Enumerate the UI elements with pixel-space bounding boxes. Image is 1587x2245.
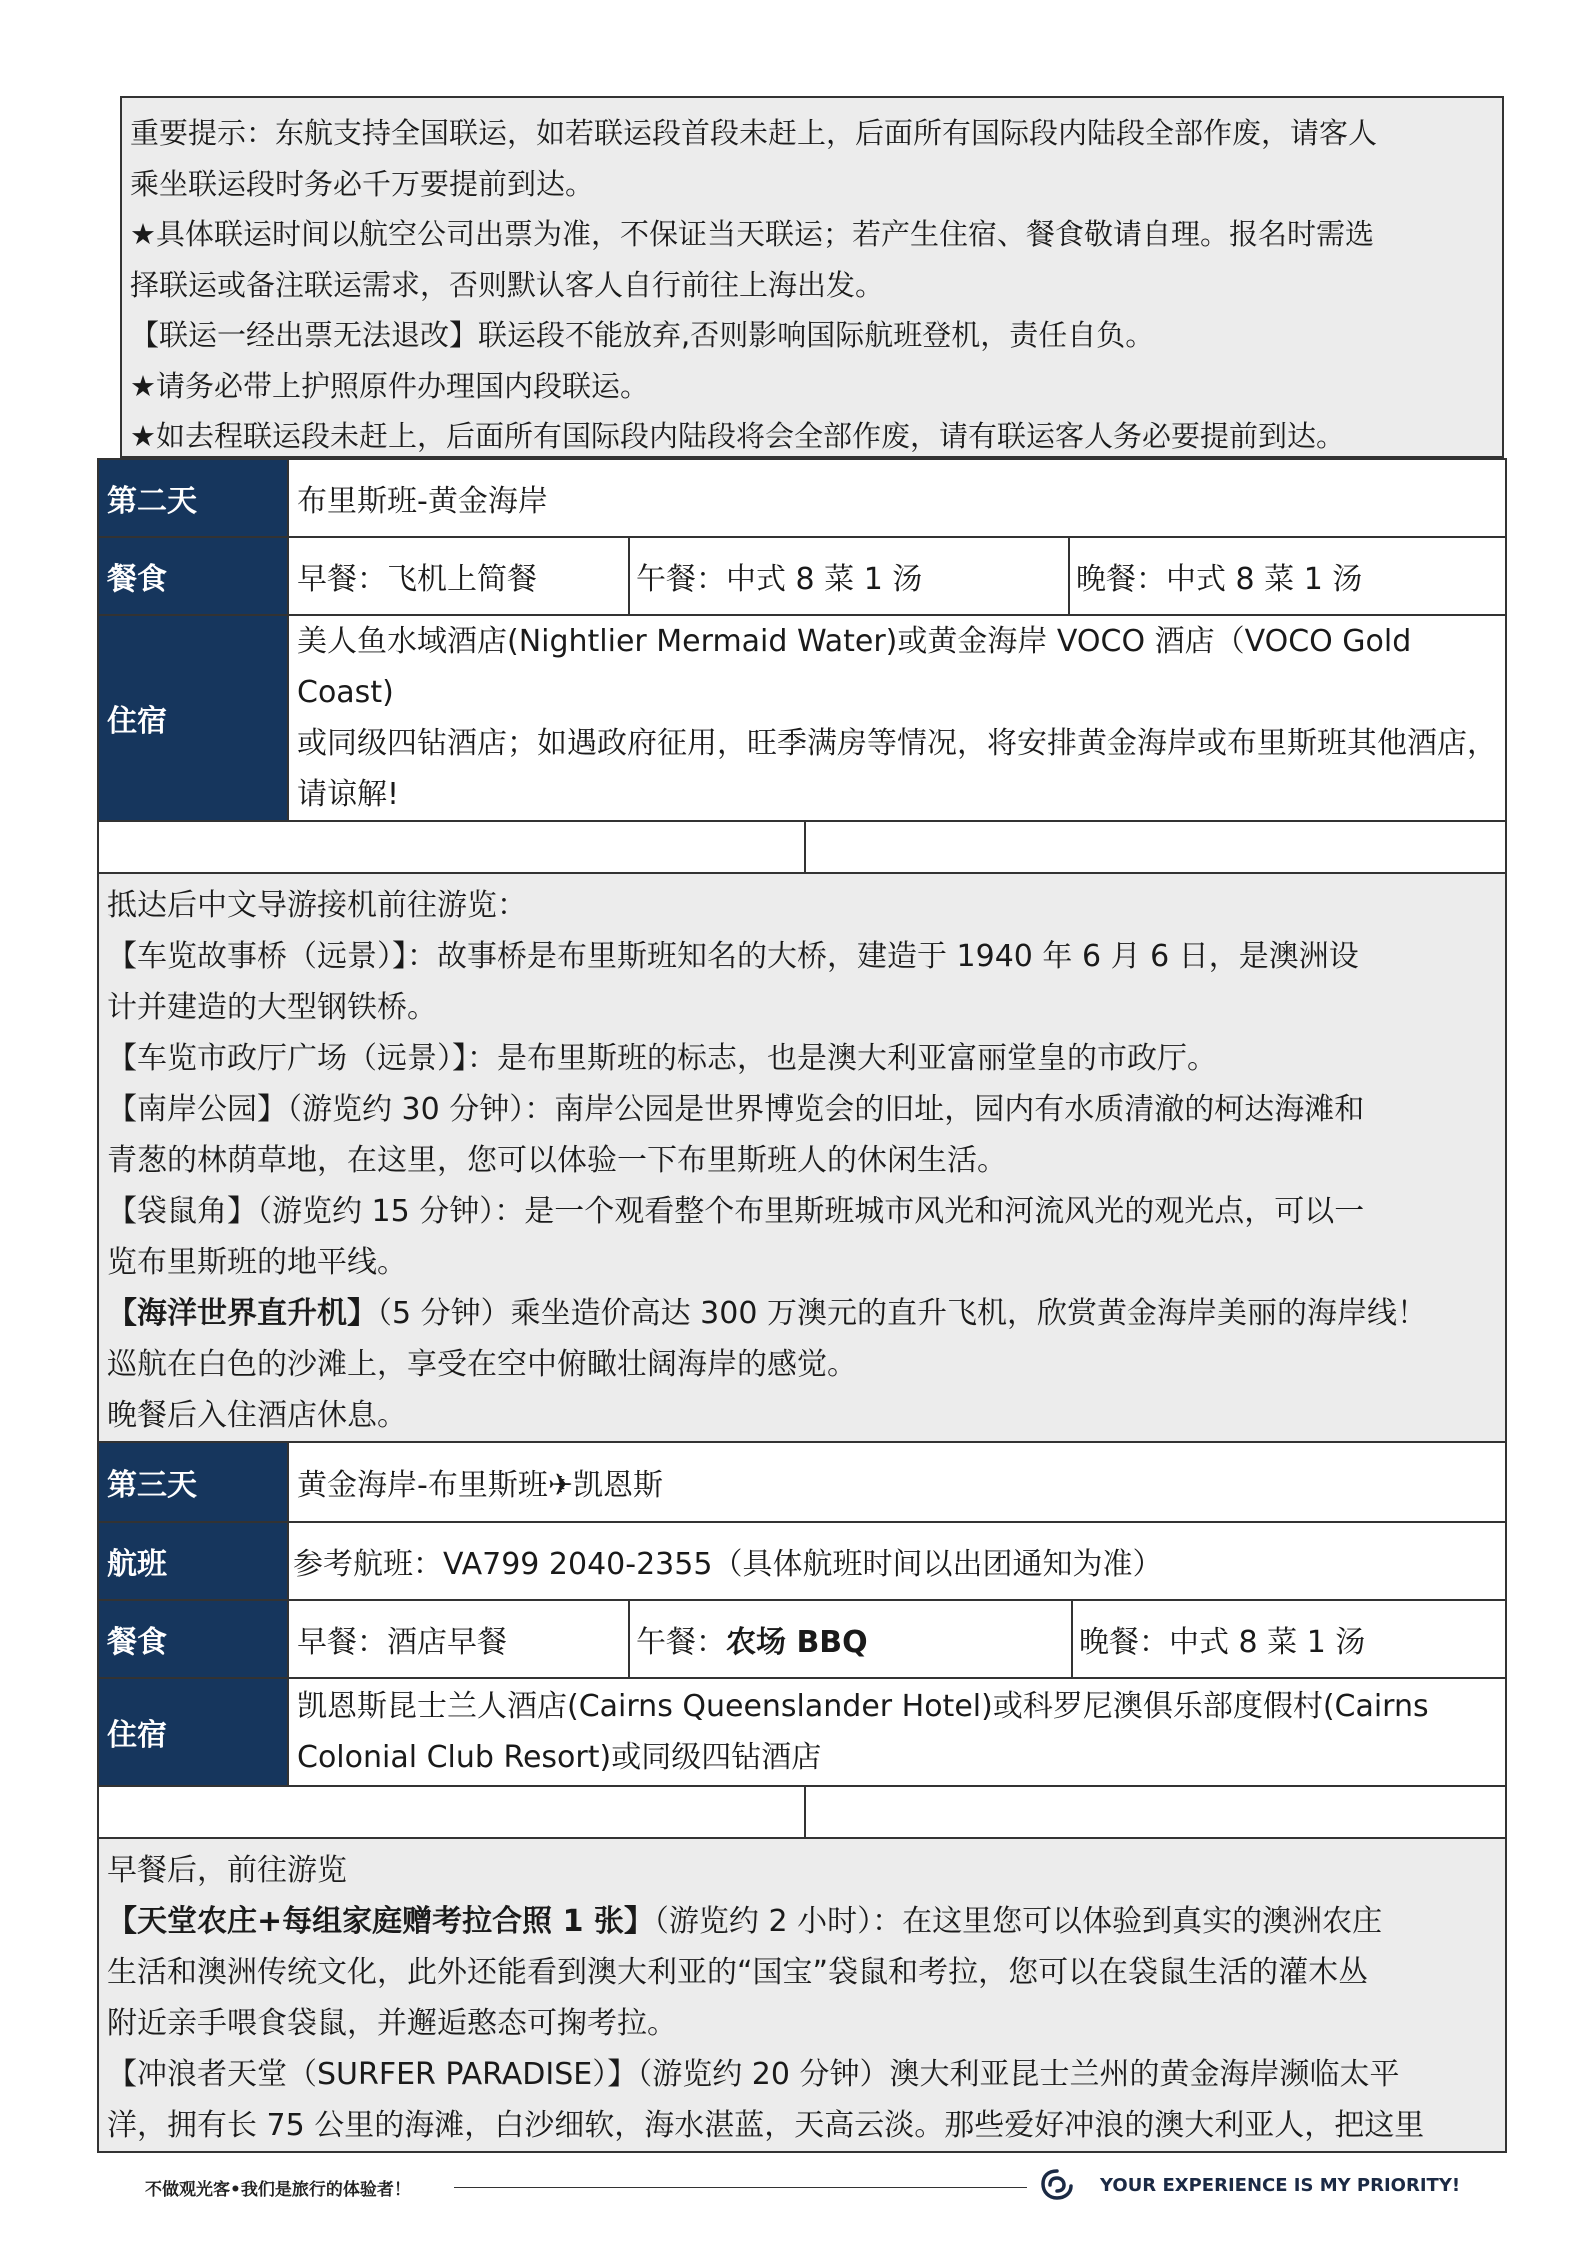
day2-hotel xyxy=(288,615,1506,821)
day3-breakfast: 早餐：酒店早餐 xyxy=(297,1625,507,1660)
helicopter-highlight: 【海洋世界直升机】 xyxy=(107,1296,377,1331)
notice-line: 【联运一经出票无法退改】联运段不能放弃,否则影响国际航班登机，责任自负。 xyxy=(130,318,1155,352)
footer-slogan-left: 不做观光客•我们是旅行的体验者！ xyxy=(145,2180,411,2200)
notice-line: 乘坐联运段时务必千万要提前到达。 xyxy=(130,166,595,201)
day2-title-row xyxy=(98,459,1506,537)
day2-hotel-row xyxy=(98,615,1506,821)
day3-hotel xyxy=(288,1678,1506,1786)
desc-line: 晚餐后入住酒店休息。 xyxy=(107,1398,407,1433)
day3-lunch-prefix: 午餐： xyxy=(636,1625,726,1660)
day3-hotel-label: 住宿 xyxy=(98,1678,288,1786)
desc-line: 【袋鼠角】（游览约 15 分钟）：是一个观看整个布里斯班城市风光和河流风光的观光点，可以一 xyxy=(107,1194,1365,1229)
day3-lunch-highlight: 农场 BBQ xyxy=(726,1625,868,1660)
blank-cell xyxy=(805,1787,1505,1837)
day3-description-row xyxy=(98,1838,1506,2152)
day3-description xyxy=(98,1838,1506,2152)
day2-description-row xyxy=(98,873,1506,1442)
day3-flight: 参考航班：VA799 2040-2355（具体航班时间以出团通知为准） xyxy=(288,1522,1506,1600)
day2-day-label: 第二天 xyxy=(98,459,288,537)
blank-cell xyxy=(99,1787,805,1837)
day2-dinner: 晚餐：中式 8 菜 1 汤 xyxy=(1069,538,1505,614)
blank-cell xyxy=(805,822,1505,872)
notice-line: ★请务必带上护照原件办理国内段联运。 xyxy=(130,368,649,403)
day3-lunch xyxy=(629,1601,1072,1677)
day2-hotel-line: 或同级四钻酒店；如遇政府征用，旺季满房等情况，将安排黄金海岸或布里斯班其他酒店， xyxy=(297,726,1497,761)
desc-line: 【南岸公园】（游览约 30 分钟）：南岸公园是世界博览会的旧址，园内有水质清澈的柯达海滩和 xyxy=(107,1092,1365,1127)
important-notice-box xyxy=(120,96,1504,458)
brand-logo-icon xyxy=(1040,2168,1074,2202)
day3-dinner: 晚餐：中式 8 菜 1 汤 xyxy=(1072,1601,1505,1677)
desc-line: 生活和澳洲传统文化，此外还能看到澳大利亚的“国宝”袋鼠和考拉，您可以在袋鼠生活的灌木丛 xyxy=(107,1955,1369,1990)
desc-line: 巡航在白色的沙滩上，享受在空中俯瞰壮阔海岸的感觉。 xyxy=(107,1347,857,1382)
notice-line: 择联运或备注联运需求，否则默认客人自行前往上海出发。 xyxy=(130,267,885,302)
desc-line xyxy=(107,1288,1499,1339)
desc-line: 【车览故事桥（远景）】：故事桥是布里斯班知名的大桥，建造于 1940 年 6 月 6 日，是澳洲设 xyxy=(107,939,1359,974)
day3-hotel-line: Colonial Club Resort)或同级四钻酒店 xyxy=(297,1740,822,1775)
footer-divider xyxy=(454,2187,1027,2188)
day3-hotel-row xyxy=(98,1678,1506,1786)
itinerary-table xyxy=(97,458,1507,2153)
day2-spacer-row xyxy=(98,821,1506,873)
day2-hotel-label: 住宿 xyxy=(98,615,288,821)
desc-line: 抵达后中文导游接机前往游览： xyxy=(107,888,527,923)
notice-line: ★如去程联运段未赶上，后面所有国际段内陆段将会全部作废，请有联运客人务必要提前到达。 xyxy=(130,419,1345,453)
notice-line: ★具体联运时间以航空公司出票为准，不保证当天联运；若产生住宿、餐食敬请自理。报名时需选 xyxy=(130,217,1374,251)
day3-flight-label: 航班 xyxy=(98,1522,288,1600)
day3-day-label: 第三天 xyxy=(98,1442,288,1522)
desc-line: 计并建造的大型钢铁桥。 xyxy=(107,990,437,1025)
desc-line: 早餐后，前往游览 xyxy=(107,1853,347,1888)
desc-line: 洋，拥有长 75 公里的海滩，白沙细软，海水湛蓝，天高云淡。那些爱好冲浪的澳大利亚人，把这里 xyxy=(107,2108,1425,2143)
day3-spacer-row xyxy=(98,1786,1506,1838)
day3-meal-label: 餐食 xyxy=(98,1600,288,1678)
day2-meal-label: 餐食 xyxy=(98,537,288,615)
desc-text: （游览约 2 小时）：在这里您可以体验到真实的澳洲农庄 xyxy=(653,1904,1383,1939)
day2-description xyxy=(98,873,1506,1442)
farm-highlight: 【天堂农庄+每组家庭赠考拉合照 1 张】 xyxy=(107,1904,654,1939)
notice-line: 重要提示：东航支持全国联运，如若联运段首段未赶上，后面所有国际段内陆段全部作废，请客人 xyxy=(130,116,1378,150)
day2-lunch: 午餐：中式 8 菜 1 汤 xyxy=(629,538,1069,614)
desc-text: （5 分钟）乘坐造价高达 300 万澳元的直升飞机，欣赏黄金海岸美丽的海岸线！ xyxy=(377,1296,1427,1331)
day3-hotel-line: 凯恩斯昆士兰人酒店(Cairns Queenslander Hotel)或科罗尼澳俱乐部度假村(Cairns xyxy=(297,1689,1429,1724)
day2-breakfast: 早餐：飞机上简餐 xyxy=(297,562,537,597)
day3-route: 黄金海岸-布里斯班✈凯恩斯 xyxy=(288,1442,1506,1522)
day3-title-row xyxy=(98,1442,1506,1522)
day3-meal-row xyxy=(98,1600,1506,1678)
desc-line: 【车览市政厅广场（远景）】：是布里斯班的标志，也是澳大利亚富丽堂皇的市政厅。 xyxy=(107,1041,1217,1076)
desc-line: 览布里斯班的地平线。 xyxy=(107,1245,407,1280)
day2-hotel-line: 美人鱼水域酒店(Nightlier Mermaid Water)或黄金海岸 VOCO 酒店（VOCO Gold Coast) xyxy=(297,624,1412,710)
day3-flight-row xyxy=(98,1522,1506,1600)
desc-line: 【冲浪者天堂（SURFER PARADISE）】（游览约 20 分钟）澳大利亚昆士兰州的黄金海岸濒临太平 xyxy=(107,2057,1400,2092)
desc-line xyxy=(107,1896,1499,1947)
desc-line: 青葱的林荫草地，在这里，您可以体验一下布里斯班人的休闲生活。 xyxy=(107,1143,1007,1178)
day2-meal-row xyxy=(98,537,1506,615)
day2-hotel-line: 请谅解! xyxy=(297,777,400,812)
day2-route: 布里斯班-黄金海岸 xyxy=(288,459,1506,537)
blank-cell xyxy=(99,822,805,872)
footer-slogan-right: YOUR EXPERIENCE IS MY PRIORITY! xyxy=(1100,2175,1461,2196)
desc-line: 附近亲手喂食袋鼠，并邂逅憨态可掬考拉。 xyxy=(107,2006,677,2041)
